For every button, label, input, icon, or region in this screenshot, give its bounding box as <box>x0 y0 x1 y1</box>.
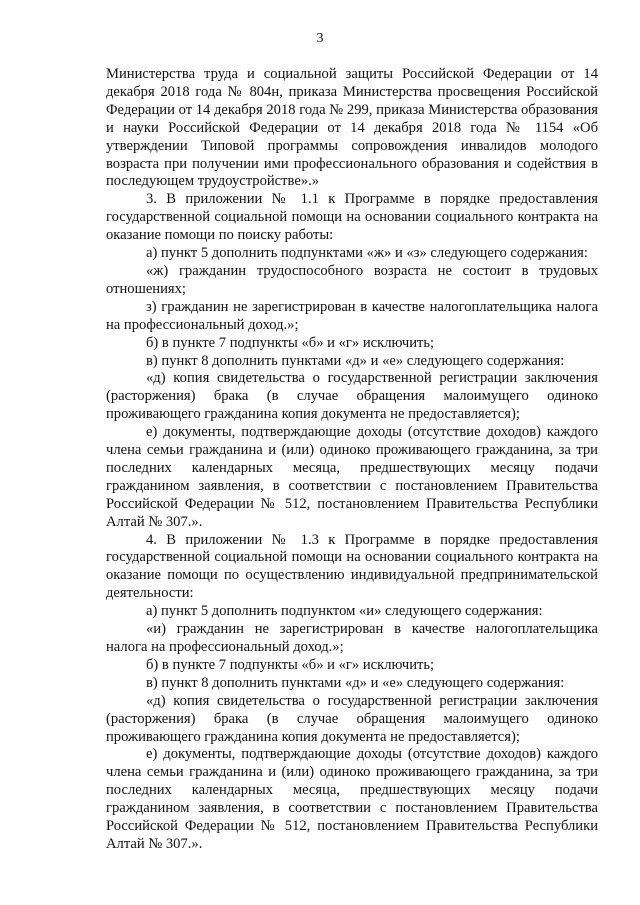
paragraph-subitem-v: в) пункт 8 дополнить пунктами «д» и «е» следующего содержания: <box>146 352 565 369</box>
paragraph-subitem-d: «д) копия свидетельства о государственной регистрации заключения (расторжения) брака (в случае обращения малоимущего одиноко проживающего гражданина копия документа не предоставляется); <box>106 370 598 423</box>
paragraph-subitem-b: б) в пункте 7 подпункты «б» и «г» исключить; <box>146 334 435 351</box>
paragraph-subitem-a: а) пункт 5 дополнить подпунктами «ж» и «з» следующего содержания: <box>146 245 588 262</box>
paragraph-subitem-b: б) в пункте 7 подпункты «б» и «г» исключить; <box>146 656 435 673</box>
paragraph-subitem-i: «и) гражданин не зарегистрирован в качестве налогоплательщика налога на профессиональный доход.»; <box>106 621 598 655</box>
paragraph-item-4: 4. В приложении № 1.3 к Программе в порядке предоставления государственной социальной помощи на основании социального контракта на оказание помощи по осуществлению индивидуальной предпринимательской деятельности: <box>106 531 598 602</box>
paragraph-subitem-e: е) документы, подтверждающие доходы (отсутствие доходов) каждого члена семьи гражданина и (или) одиноко проживающего гражданина, за три последних календарных месяца, предшествующих месяцу подачи гражданином заявления, в соответствии с постановлением Правительства Российской Федерации № 512, постановлением Правительства Республики Алтай № 307.». <box>106 424 598 530</box>
paragraph-item-3: 3. В приложении № 1.1 к Программе в порядке предоставления государственной социальной помощи на основании социального контракта на оказание помощи по поиску работы: <box>106 191 598 244</box>
paragraph-continuation: Министерства труда и социальной защиты Российской Федерации от 14 декабря 2018 года № 804н, приказа Министерства просвещения Российской Федерации от 14 декабря 2018 года № 299, приказа Министерства образования и науки Российской Федерации от 14 декабря 2018 года № 1154 «Об утверждении Типовой программы сопровождения инвалидов молодого возраста при получении ими профессионального образования и содействия в последующем трудоустройстве».» <box>106 66 598 190</box>
paragraph-subitem-d: «д) копия свидетельства о государственной регистрации заключения (расторжения) брака (в случае обращения малоимущего одиноко проживающего гражданина копия документа не предоставляется); <box>106 692 598 745</box>
paragraph-subitem-z: з) гражданин не зарегистрирован в качестве налогоплательщика налога на профессиональный доход.»; <box>106 298 598 333</box>
page-number: 3 <box>316 31 324 46</box>
paragraph-subitem-e: е) документы, подтверждающие доходы (отсутствие доходов) каждого члена семьи гражданина и (или) одиноко проживающего гражданина, за три последних календарных месяца, предшествующих месяцу подачи гражданином заявления, в соответствии с постановлением Правительства Российской Федерации № 512, постановлением Правительства Республики Алтай № 307.». <box>106 746 598 852</box>
document-body <box>106 66 598 854</box>
paragraph-subitem-v: в) пункт 8 дополнить пунктами «д» и «е» следующего содержания: <box>146 674 565 691</box>
paragraph-subitem-a: а) пункт 5 дополнить подпунктом «и» следующего содержания: <box>146 603 543 620</box>
paragraph-subitem-zh: «ж) гражданин трудоспособного возраста не состоит в трудовых отношениях; <box>106 262 598 297</box>
